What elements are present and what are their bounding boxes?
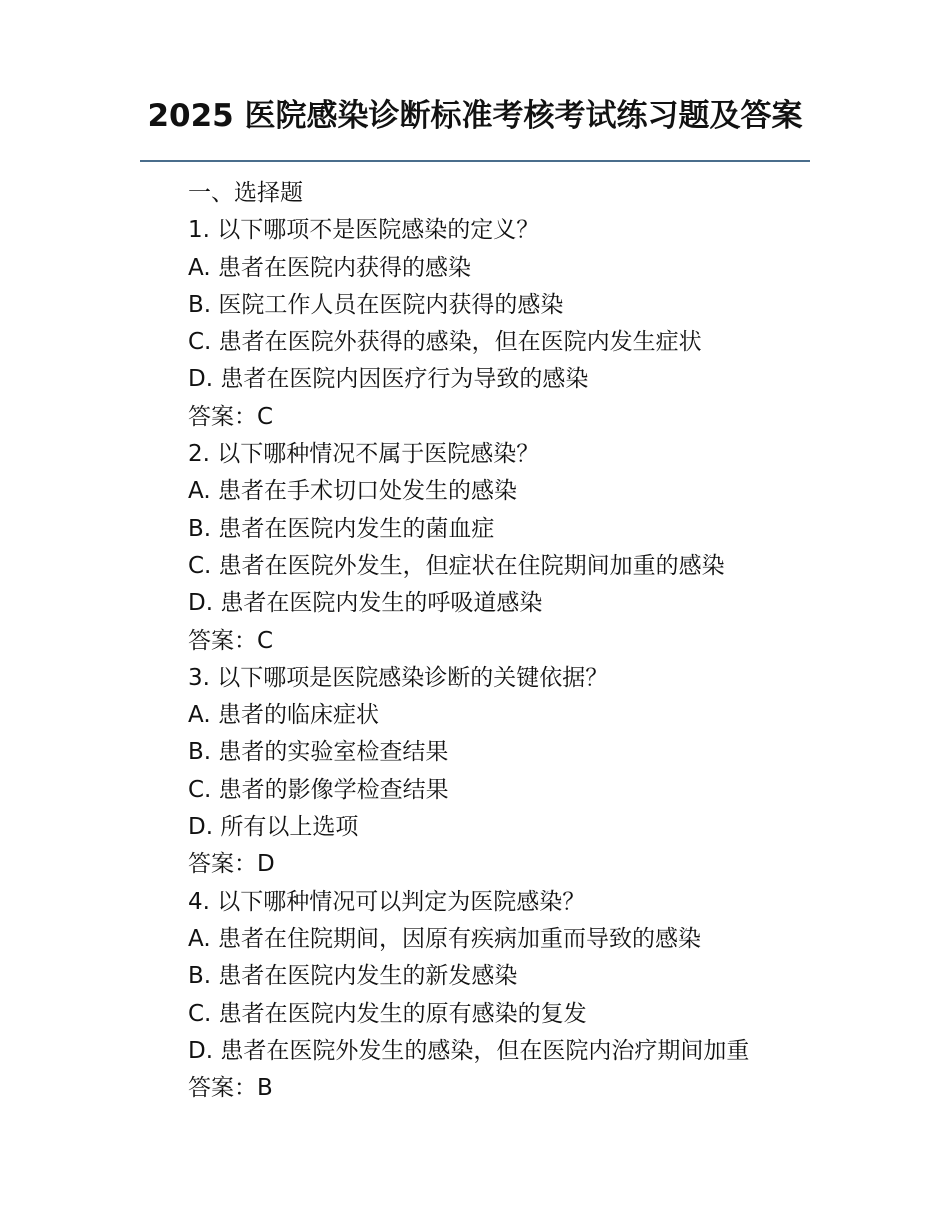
option-c: C. 患者的影像学检查结果 <box>188 776 449 803</box>
question-stem: 2. 以下哪种情况不属于医院感染？ <box>188 441 540 468</box>
answer-value: C <box>257 403 274 430</box>
question-stem: 4. 以下哪种情况可以判定为医院感染？ <box>188 888 586 915</box>
answer-prefix: 答案： <box>188 1075 257 1102</box>
option-a: A. 患者在手术切口处发生的感染 <box>188 478 517 505</box>
option-a: A. 患者在医院内获得的感染 <box>188 254 471 281</box>
answer-prefix: 答案： <box>188 403 257 430</box>
option-d: D. 患者在医院内发生的呼吸道感染 <box>188 590 543 617</box>
option-c: C. 患者在医院内发生的原有感染的复发 <box>188 1000 587 1027</box>
answer-line <box>188 623 828 660</box>
option-b: B. 患者的实验室检查结果 <box>188 739 449 766</box>
answer-line <box>188 399 828 436</box>
question-2 <box>188 436 828 660</box>
question-4 <box>188 884 828 1108</box>
section-heading: 一、选择题 <box>188 180 303 206</box>
option-d: D. 所有以上选项 <box>188 814 359 841</box>
question-stem: 1. 以下哪项不是医院感染的定义？ <box>188 217 540 244</box>
title-underline <box>140 160 810 162</box>
question-1 <box>188 212 828 436</box>
answer-value: D <box>257 851 275 878</box>
document-body <box>188 175 828 1107</box>
option-c: C. 患者在医院外发生，但症状在住院期间加重的感染 <box>188 552 725 579</box>
answer-prefix: 答案： <box>188 851 257 878</box>
question-stem: 3. 以下哪项是医院感染诊断的关键依据？ <box>188 664 609 691</box>
option-c: C. 患者在医院外获得的感染，但在医院内发生症状 <box>188 329 702 356</box>
option-d: D. 患者在医院外发生的感染，但在医院内治疗期间加重 <box>188 1037 750 1064</box>
option-a: A. 患者的临床症状 <box>188 702 379 729</box>
option-b: B. 医院工作人员在医院内获得的感染 <box>188 291 564 318</box>
answer-prefix: 答案： <box>188 627 257 654</box>
option-b: B. 患者在医院内发生的菌血症 <box>188 515 495 542</box>
option-a: A. 患者在住院期间，因原有疾病加重而导致的感染 <box>188 925 701 952</box>
answer-value: B <box>257 1075 273 1102</box>
question-3 <box>188 660 828 884</box>
option-d: D. 患者在医院内因医疗行为导致的感染 <box>188 366 589 393</box>
answer-line <box>188 846 828 883</box>
answer-line <box>188 1070 828 1107</box>
option-b: B. 患者在医院内发生的新发感染 <box>188 963 518 990</box>
answer-value: C <box>257 627 274 654</box>
document-title: 2025 医院感染诊断标准考核考试练习题及答案 <box>147 98 803 134</box>
